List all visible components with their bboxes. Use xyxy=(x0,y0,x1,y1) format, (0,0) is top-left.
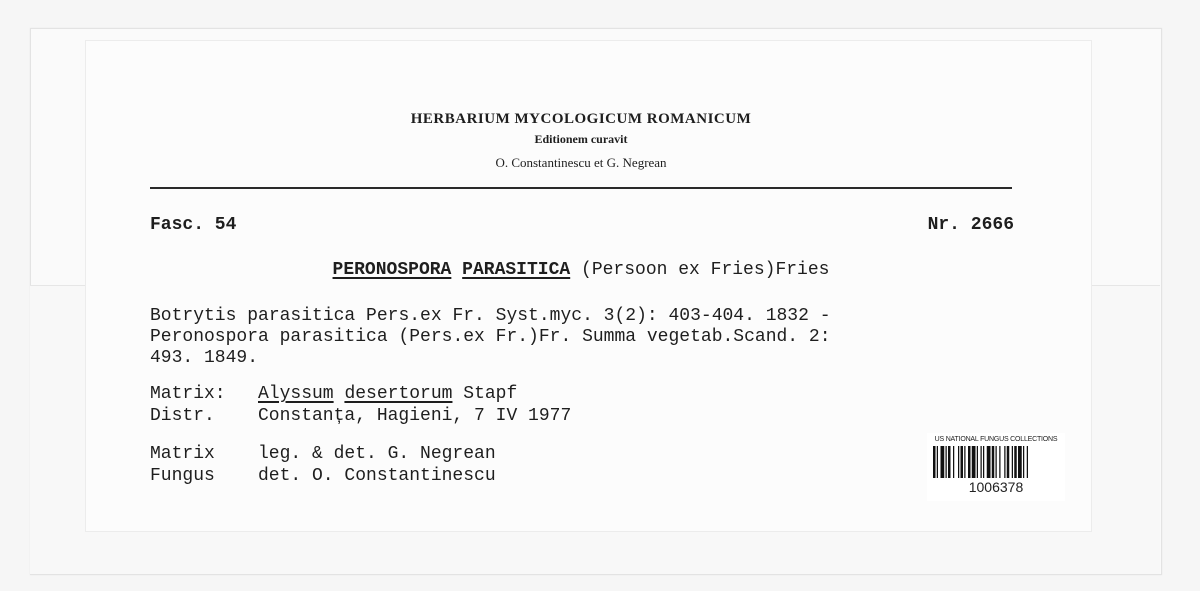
barcode-bar xyxy=(1023,446,1024,478)
barcode-label xyxy=(927,433,1065,501)
species-genus: PERONOSPORA xyxy=(332,260,452,280)
editors-line: O. Constantinescu et G. Negrean xyxy=(495,155,667,170)
barcode-caption: US NATIONAL FUNGUS COLLECTIONS xyxy=(934,436,1058,443)
barcode-bar xyxy=(1012,446,1013,478)
species-authority: (Persoon ex Fries)Fries xyxy=(581,260,830,280)
distribution-line xyxy=(150,406,571,427)
barcode-bar xyxy=(961,446,964,478)
barcode-bar xyxy=(972,446,976,478)
barcode-number: 1006378 xyxy=(968,479,1024,495)
synonymy-line: 493. 1849. xyxy=(150,348,259,368)
barcode-bar xyxy=(999,446,1000,478)
barcode-bar xyxy=(1007,446,1010,478)
barcode-bar xyxy=(1014,446,1017,478)
barcode-bar xyxy=(977,446,978,478)
barcode-bar xyxy=(946,446,947,478)
barcode-bar xyxy=(1004,446,1005,478)
barcode-icon xyxy=(933,446,1059,478)
barcode-bar xyxy=(987,446,991,478)
edition-line: Editionem curavit xyxy=(534,132,628,146)
barcode-bar xyxy=(953,446,954,478)
fungus-det-value: det. O. Constantinescu xyxy=(258,466,496,486)
exsiccata-number: Nr. 2666 xyxy=(927,215,1014,235)
matrix-key: Matrix: xyxy=(150,384,226,404)
distribution-value: Constanța, Hagieni, 7 IV 1977 xyxy=(258,406,572,426)
barcode-bar xyxy=(948,446,951,478)
collector-line xyxy=(150,444,496,465)
barcode-bar xyxy=(981,446,982,478)
host-epithet: desertorum xyxy=(344,384,453,404)
host-genus: Alyssum xyxy=(258,384,334,404)
header-rule xyxy=(150,187,1012,189)
barcode-bar xyxy=(1018,446,1022,478)
barcode-bar xyxy=(964,446,965,478)
barcode-bar xyxy=(983,446,984,478)
barcode-bar xyxy=(933,446,936,478)
fungus-det-key: Fungus xyxy=(150,466,215,486)
barcode-bar xyxy=(996,446,997,478)
barcode-bar xyxy=(1027,446,1028,478)
host-authority: Stapf xyxy=(463,384,518,404)
barcode-bar xyxy=(992,446,995,478)
label-header xyxy=(150,108,1012,171)
barcode-bar xyxy=(968,446,971,478)
fascicle-number: Fasc. 54 xyxy=(150,215,237,235)
synonymy-block xyxy=(150,306,831,369)
fungus-det-line xyxy=(150,466,496,487)
distribution-key: Distr. xyxy=(150,406,215,426)
collector-value: leg. & det. G. Negrean xyxy=(258,444,496,464)
species-epithet: PARASITICA xyxy=(462,260,571,280)
matrix-line xyxy=(150,384,517,405)
collector-key: Matrix xyxy=(150,444,215,464)
barcode-bar xyxy=(937,446,938,478)
barcode-bar xyxy=(941,446,945,478)
synonymy-line: Botrytis parasitica Pers.ex Fr. Syst.myc. 3(2): 403-404. 1832 - xyxy=(150,306,831,326)
synonymy-line: Peronospora parasitica (Pers.ex Fr.)Fr. Summa vegetab.Scand. 2: xyxy=(150,327,831,347)
barcode-bar xyxy=(958,446,959,478)
species-name xyxy=(150,260,1012,280)
herbarium-title: HERBARIUM MYCOLOGICUM ROMANICUM xyxy=(410,111,752,127)
